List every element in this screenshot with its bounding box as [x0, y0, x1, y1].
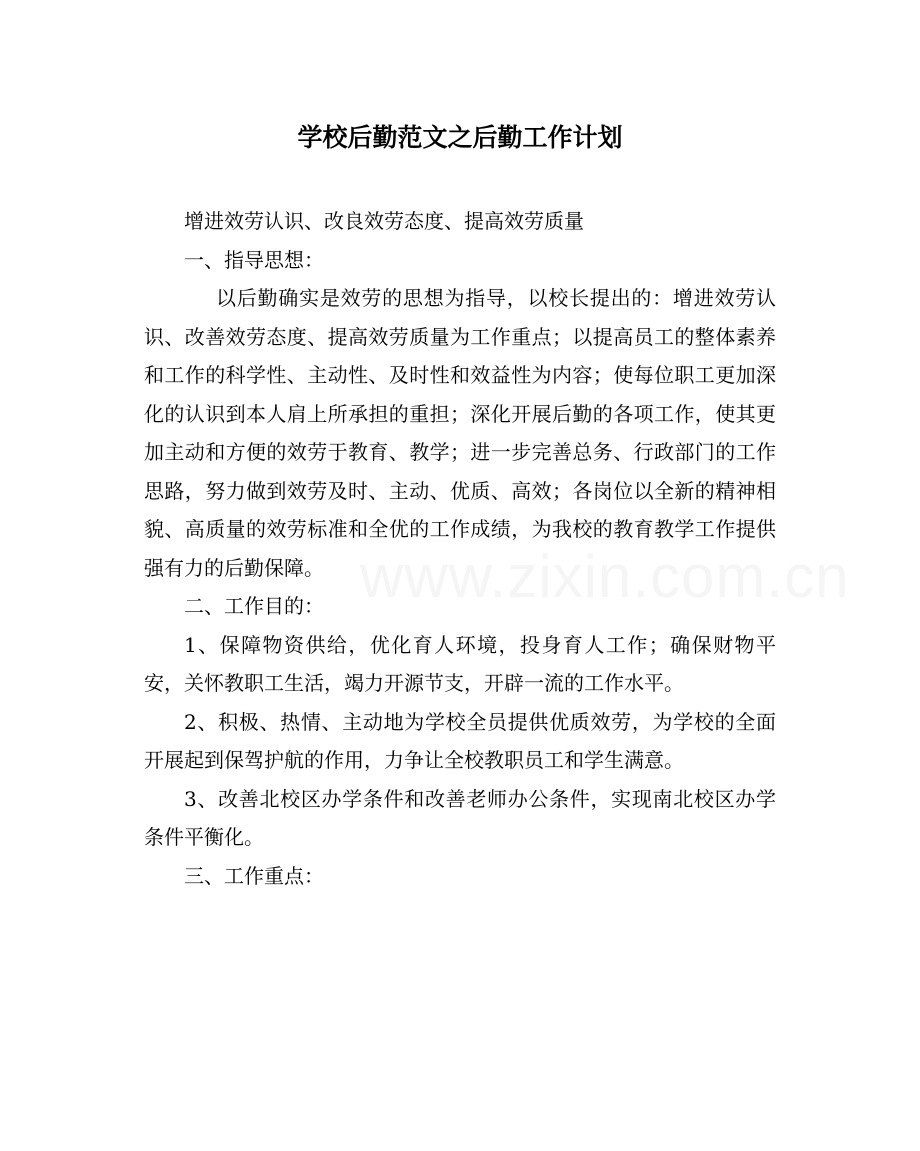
paragraph-intro: 增进效劳认识、改良效劳态度、提高效劳质量 [184, 209, 584, 233]
watermark: www.zixin.com.cn [360, 543, 850, 610]
paragraph-goal-2: 2、积极、热情、主动地为学校全员提供优质效劳，为学校的全面开展起到保驾护航的作用，力争让全校教职员工和学生满意。 [144, 709, 776, 772]
paragraph-guiding-ideology: 以后勤确实是效劳的思想为指导，以校长提出的：增进效劳认识、改善效劳态度、提高效劳质量为工作重点；以提高员工的整体素养和工作的科学性、主动性、及时性和效益性为内容；使每位职工更加深化的认识到本人肩上所承担的重担；深化开展后勤的各项工作，使其更加主动和方便的效劳于教育、教学；进一步完善总务、行政部门的工作思路，努力做到效劳及时、主动、优质、高效；各岗位以全新的精神相貌、高质量的效劳标准和全优的工作成绩，为我校的教育教学工作提供强有力的后勤保障。 [144, 286, 776, 580]
paragraph-goal-3: 3、改善北校区办学条件和改善老师办公条件，实现南北校区办学条件平衡化。 [144, 786, 776, 849]
heading-work-goals: 二、工作目的： [184, 594, 324, 618]
document-body [144, 202, 776, 895]
document-title: 学校后勤范文之后勤工作计划 [297, 123, 623, 152]
heading-guiding-ideology: 一、指导思想： [184, 247, 324, 272]
heading-work-focus: 三、工作重点： [184, 863, 324, 888]
paragraph-goal-1: 1、保障物资供给，优化育人环境，投身育人工作；确保财物平安，关怀教职工生活，竭力开源节支，开辟一流的工作水平。 [144, 632, 776, 695]
